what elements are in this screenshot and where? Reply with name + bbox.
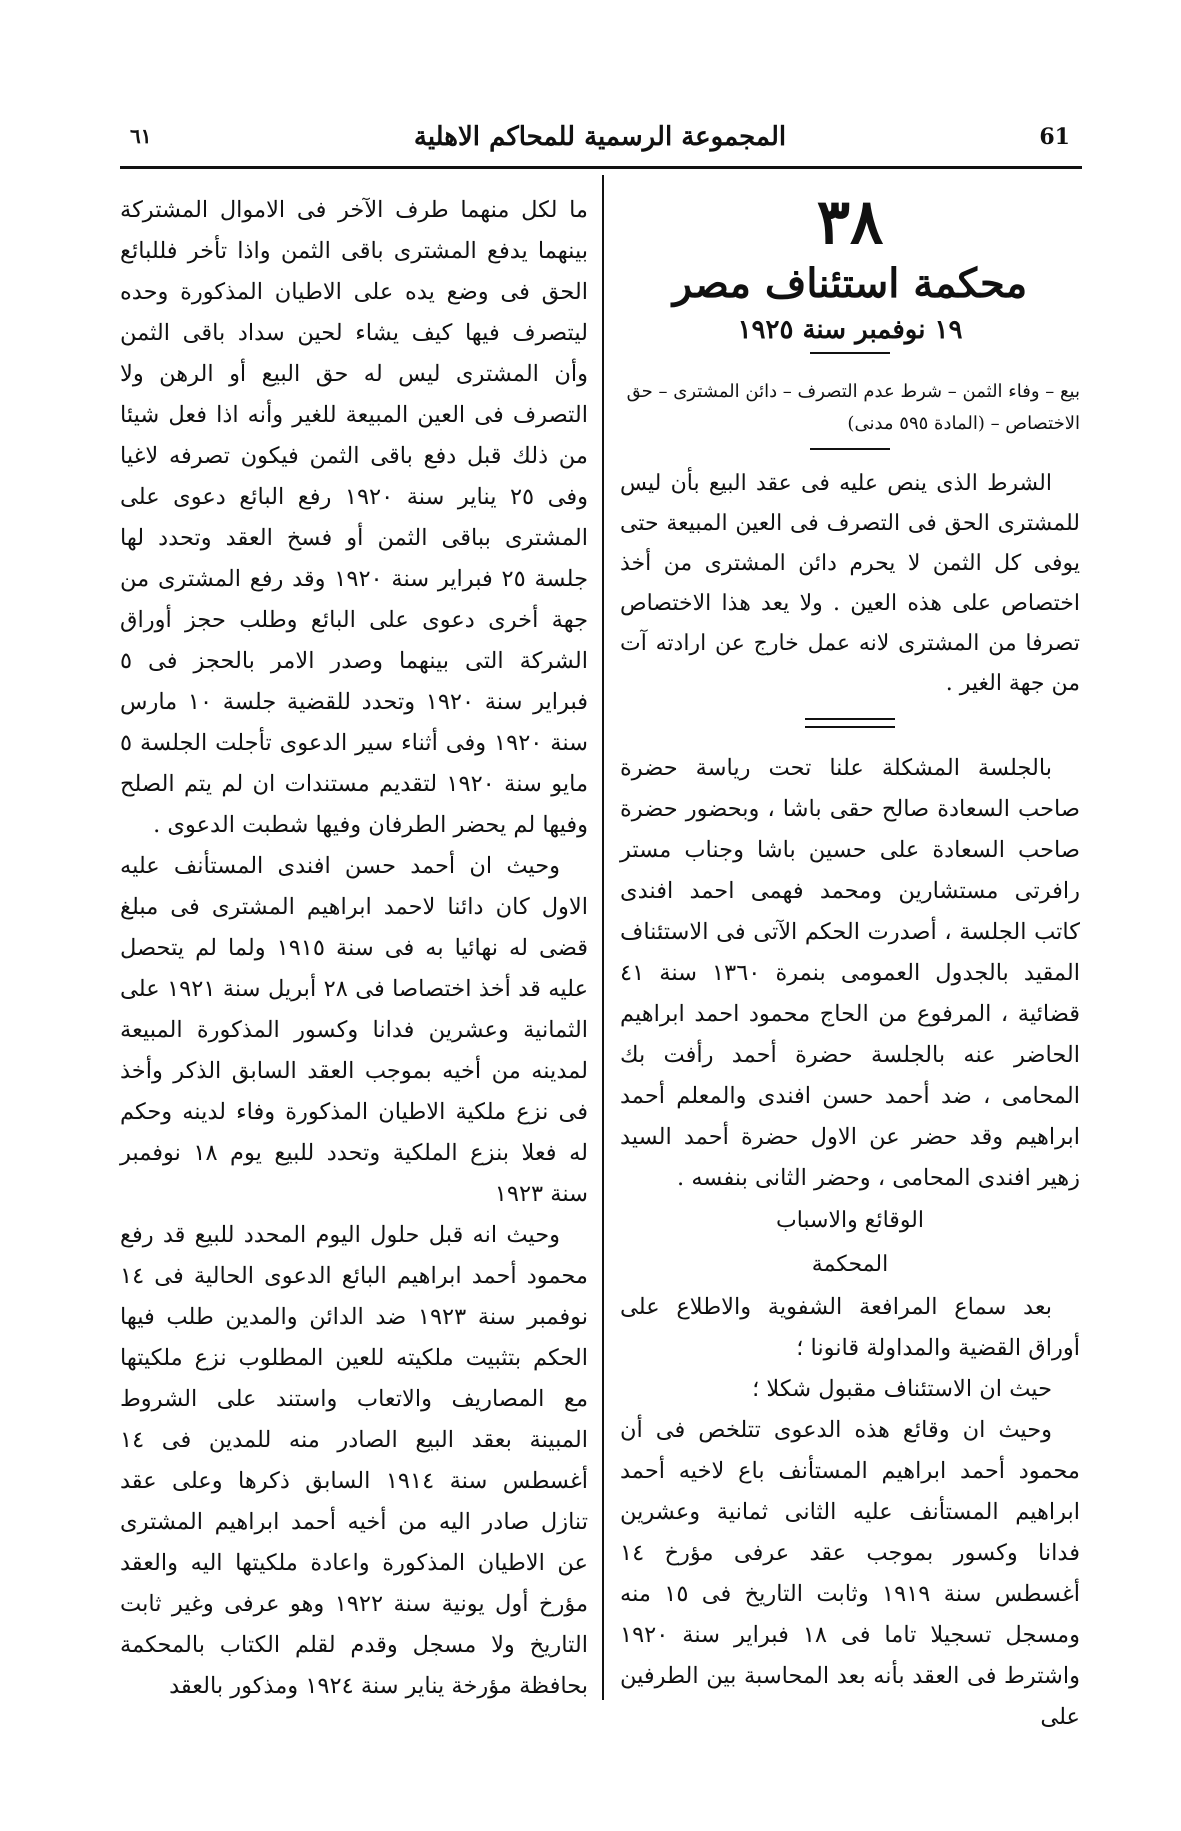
body-paragraph: وحيث ان أحمد حسن افندى المستأنف عليه الاول كان دائنا لاحمد ابراهيم المشترى فى مبلغ قضى له نهائيا به فى سنة ١٩١٥ ولما لم يتحصل عليه قد أخذ اختصاصا فى ٢٨ أبريل سنة ١٩٢١ على الثمانية وعشرين فدانا وكسور المذكورة المبيعة لمدينه من أخيه بموجب العقد السابق الذكر وأخذ فى نزع ملكية الاطيان المذكورة وفاء لدينه وحكم له فعلا بنزع الملكية وتحدد للبيع يوم ١٨ نوفمبر سنة ١٩٢٣	[120, 853, 589, 1207]
body-paragraph: وحيث انه قبل حلول اليوم المحدد للبيع قد رفع محمود أحمد ابراهيم البائع الدعوى الحالية فى ١٤ نوفمبر سنة ١٩٢٣ ضد الدائن والمدين طلب فيها الحكم بتثبيت ملكيته للعين المطلوب نزع ملكيتها مع المصاريف والاتعاب واستند على الشروط المبينة بعقد البيع الصادر منه للمدين فى ١٤ أغسطس سنة ١٩١٤ السابق ذكرها وعلى عقد تنازل صادر اليه من أخيه أحمد ابراهيم المشترى عن الاطيان المذكورة واعادة ملكيتها اليه والعقد مؤرخ أول يونية سنة ١٩٢٢ وهو عرفى وغير ثابت التاريخ ولا مسجل وقدم لقلم الكتاب بالمحكمة بحافظة مؤرخة يناير سنة ١٩٢٤ ومذكور بالعقد	[120, 1222, 588, 1699]
page-number-arabic: ٦١	[130, 124, 152, 148]
left-column	[120, 190, 588, 1707]
legal-principle: الشرط الذى ينص عليه فى عقد البيع بأن ليس للمشترى الحق فى التصرف فى العين المبيعة حتى يوفى كل الثمن لا يحرم دائن المشترى من أخذ اختصاص على هذه العين . ولا يعد هذا الاختصاص تصرفا من المشترى لانه عمل خارج عن ارادته آت من جهة الغير .	[620, 471, 1080, 696]
body-paragraph: حيث ان الاستئناف مقبول شكلا ؛	[752, 1376, 1052, 1402]
keywords: بيع – وفاء الثمن – شرط عدم التصرف – دائن المشترى – حق الاختصاص – (المادة ٥٩٥ مدنى)	[626, 381, 1080, 434]
page-header	[120, 122, 1080, 162]
column-divider	[602, 175, 604, 1700]
body-paragraph: بعد سماع المرافعة الشفوية والاطلاع على أوراق القضية والمداولة قانونا ؛	[620, 1294, 1080, 1361]
case-number: ٣٨	[816, 185, 884, 258]
court-heading: المحكمة	[811, 1252, 889, 1277]
keywords-rule	[810, 448, 890, 450]
court-name: محكمة استئناف مصر	[672, 260, 1028, 307]
header-rule	[120, 166, 1082, 169]
right-column	[620, 182, 1080, 1738]
running-title: المجموعة الرسمية للمحاكم الاهلية	[413, 122, 787, 152]
body-paragraph: ما لكل منهما طرف الآخر فى الاموال المشتركة بينهما يدفع المشترى باقى الثمن واذا تأخر فللبائع الحق فى وضع يده على الاطيان المذكورة وحده ليتصرف فيها كيف يشاء لحين سداد باقى الثمن وأن المشترى ليس له حق البيع أو الرهن ولا التصرف فى العين المبيعة للغير وأنه اذا فعل شيئا من ذلك قبل دفع باقى الثمن فيكون تصرفه لاغيا وفى ٢٥ يناير سنة ١٩٢٠ رفع البائع دعوى على المشترى بباقى الثمن أو فسخ العقد وتحدد لها جلسة ٢٥ فبراير سنة ١٩٢٠ وقد رفع المشترى من جهة أخرى دعوى على البائع وطلب حجز أوراق الشركة التى بينهما وصدر الامر بالحجز فى ٥ فبراير سنة ١٩٢٠ وتحدد للقضية جلسة ١٠ مارس سنة ١٩٢٠ وفى أثناء سير الدعوى تأجلت الجلسة ٥ مايو سنة ١٩٢٠ لتقديم مستندات ان لم يتم الصلح وفيها لم يحضر الطرفان وفيها شطبت الدعوى .	[120, 197, 589, 838]
body-paragraph: وحيث ان وقائع هذه الدعوى تتلخص فى أن محمود أحمد ابراهيم المستأنف باع لاخيه أحمد ابراهيم المستأنف عليه الثانى ثمانية وعشرين فدانا وكسور بموجب عقد عرفى مؤرخ ١٤ أغسطس سنة ١٩١٩ وثابت التاريخ فى ١٥ منه ومسجل تسجيلا تاما فى ١٨ فبراير سنة ١٩٢٠ واشترط فى العقد بأنه بعد المحاسبة بين الطرفين على	[620, 1417, 1080, 1730]
page-number-latin: 61	[1039, 124, 1070, 150]
session-paragraph: بالجلسة المشكلة علنا تحت رياسة حضرة صاحب السعادة صالح حقى باشا ، وبحضور حضرة صاحب السعادة على حسين باشا وجناب مستر رافرتى مستشارين ومحمد فهمى احمد افندى كاتب الجلسة ، أصدرت الحكم الآتى فى الاستئناف المقيد بالجدول العمومى بنمرة ١٣٦٠ سنة ٤١ قضائية ، المرفوع من الحاج محمود احمد ابراهيم الحاضر عنه بالجلسة حضرة أحمد رأفت بك المحامى ، ضد أحمد حسن افندى والمعلم أحمد ابراهيم وقد حضر عن الاول حضرة أحمد السيد زهير افندى المحامى ، وحضر الثانى بنفسه .	[620, 755, 1080, 1191]
judgment-date: ١٩ نوفمبر سنة ١٩٢٥	[737, 315, 963, 345]
date-rule	[810, 352, 890, 354]
facts-heading: الوقائع والاسباب	[776, 1208, 924, 1233]
section-double-rule	[805, 718, 895, 728]
